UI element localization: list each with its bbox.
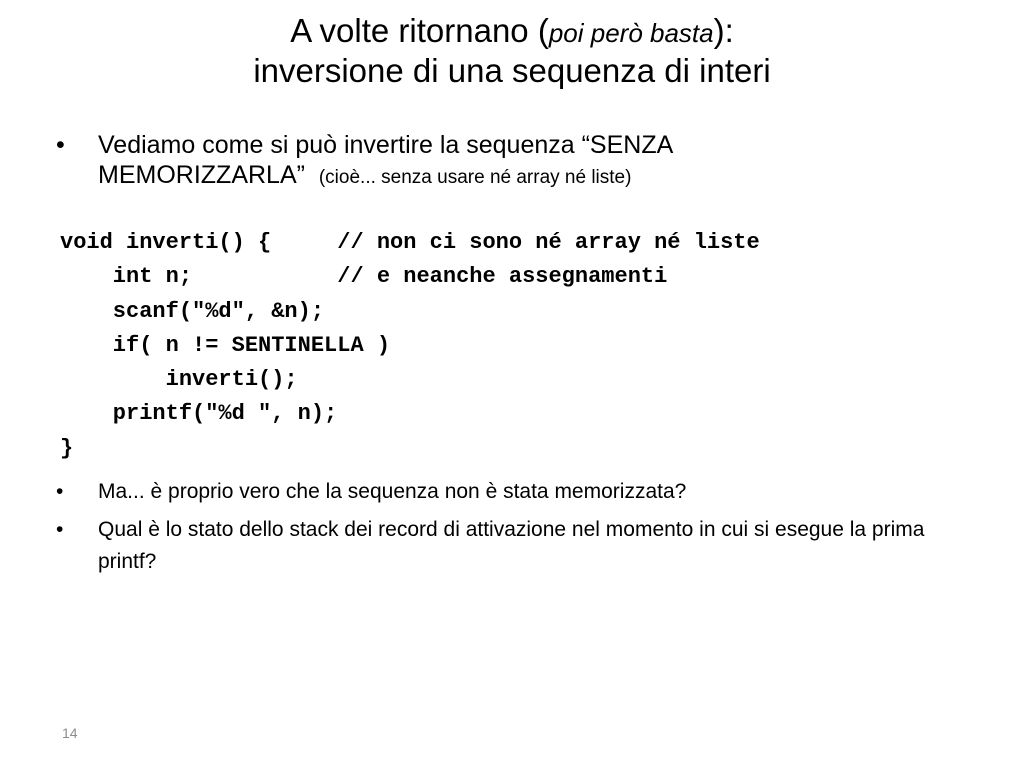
code-block xyxy=(60,226,760,466)
slide-title xyxy=(0,12,1024,90)
code-line: printf("%d ", n); xyxy=(60,401,338,427)
bullet-item xyxy=(56,130,956,193)
bullet-icon: • xyxy=(56,518,64,541)
title-line-1-prefix: A volte ritornano ( xyxy=(290,12,549,49)
page-number: 14 xyxy=(62,725,78,741)
code-line: scanf("%d", &n); xyxy=(60,298,325,324)
bullet-note: (cioè... senza usare né array né liste) xyxy=(318,167,632,188)
bullet-text xyxy=(98,130,956,193)
bullet-main-text: Vediamo come si può invertire la sequenza “SENZA MEMORIZZARLA” xyxy=(98,131,672,189)
title-line-1-italic: poi però basta xyxy=(548,18,714,48)
title-line-1 xyxy=(0,12,1024,52)
code-line: if( n != SENTINELLA ) xyxy=(60,332,391,358)
code-line: int n; // e neanche assegnamenti xyxy=(60,264,668,290)
code-line: } xyxy=(60,435,74,461)
code-line: inverti(); xyxy=(60,367,298,393)
bullet-icon: • xyxy=(56,480,64,503)
title-line-1-suffix: ): xyxy=(713,12,734,49)
bullet-text: Qual è lo stato dello stack dei record di attivazione nel momento in cui si esegue la prima printf? xyxy=(98,518,925,573)
bullet-icon: • xyxy=(56,131,65,159)
code-line: void inverti() { // non ci sono né array né liste xyxy=(60,230,760,255)
bullet-item xyxy=(56,514,956,578)
bullet-item xyxy=(56,476,956,508)
title-line-2: inversione di una sequenza di interi xyxy=(253,52,771,89)
bullet-text: Ma... è proprio vero che la sequenza non è stata memorizzata? xyxy=(98,480,687,503)
